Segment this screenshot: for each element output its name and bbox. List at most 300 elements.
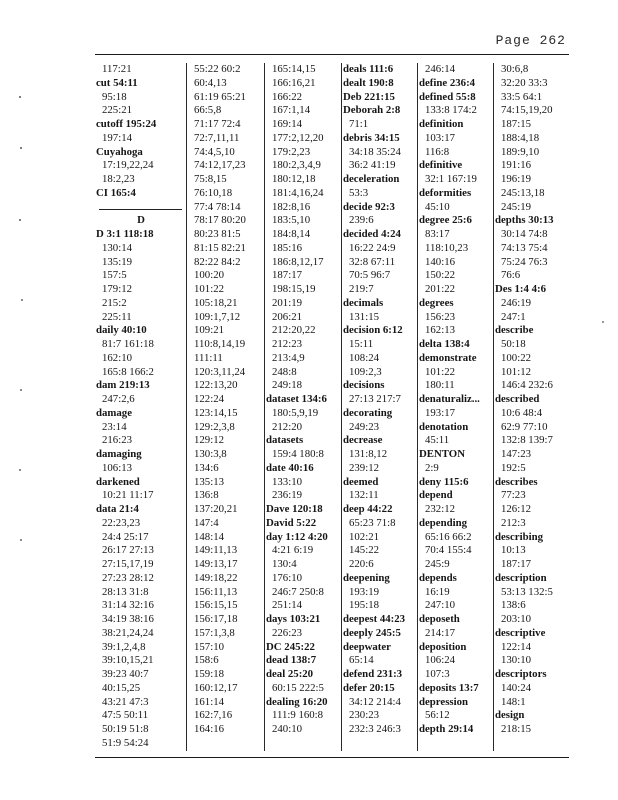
index-column-1 [95, 63, 186, 751]
page-line-refs: 75:24 76:3 [501, 255, 548, 268]
index-term: cut 54:11 [96, 76, 138, 89]
page-line-refs: 232:12 [425, 503, 455, 515]
index-term: delta 138:4 [419, 338, 470, 350]
page-line-refs: 28:13 31:8 [102, 585, 149, 598]
page-line-refs: 225:21 [102, 104, 132, 117]
page-line-refs: 239:12 [349, 461, 379, 474]
page-line-refs: 123:14,15 [194, 406, 238, 419]
page-line-refs: 248:8 [272, 365, 297, 378]
page-line-refs: 167:1,14 [272, 104, 311, 117]
page-line-refs: 34:12 214:4 [349, 695, 401, 708]
page-line-refs: 215:2 [102, 296, 127, 309]
page-line-refs: 213:4,9 [272, 351, 305, 364]
page-line-refs: 195:18 [349, 599, 379, 612]
page-line-refs: 30:6,8 [501, 63, 529, 75]
page-line-refs: 130:14 [102, 241, 132, 254]
index-column-4 [341, 63, 417, 751]
page-line-refs: 126:12 [501, 503, 531, 515]
page-line-refs: 24:4 25:17 [102, 530, 149, 543]
page-line-refs: 251:14 [272, 599, 302, 612]
page-line-refs: 30:14 74:8 [501, 228, 548, 240]
page-line-refs: 43:21 47:3 [102, 695, 149, 708]
index-term: depression [419, 695, 468, 708]
scan-speck [19, 96, 21, 98]
page-line-refs: 65:14 [349, 654, 374, 667]
page-line-refs: 247:1 [501, 310, 526, 323]
page-line-refs: 65:23 71:8 [349, 516, 396, 529]
index-term: descriptive [495, 626, 546, 639]
page-line-refs: 95:18 [102, 90, 127, 103]
page-line-refs: 117:21 [102, 63, 132, 75]
page-line-refs: 246:7 250:8 [272, 585, 324, 598]
page-line-refs: 120:3,11,24 [194, 365, 246, 378]
page-line-refs: 165:14,15 [272, 63, 316, 75]
index-term: deepening [343, 571, 390, 584]
index-term: Des 1:4 4:6 [495, 283, 546, 295]
page-line-refs: 247:2,6 [102, 393, 135, 405]
page-line-refs: 147:23 [501, 448, 531, 460]
page-line-refs: 134:6 [194, 461, 219, 474]
page-line-refs: 50:18 [501, 338, 526, 350]
page-line-refs: 34:19 38:16 [102, 613, 154, 625]
page-line-refs: 179:12 [102, 283, 132, 295]
page-line-refs: 132:8 139:7 [501, 434, 553, 447]
page-line-refs: 74:15,19,20 [501, 104, 553, 117]
index-column-6 [493, 63, 569, 751]
index-term: denotation [419, 420, 469, 433]
index-term: DENTON [419, 448, 465, 460]
page-line-refs: 161:14 [194, 695, 224, 708]
page-line-refs: 60:15 222:5 [272, 681, 324, 694]
page-line-refs: 101:12 [501, 365, 531, 378]
index-term: Cuyahoga [96, 145, 143, 158]
page-line-refs: 203:10 [501, 613, 531, 625]
page-line-refs: 198:15,19 [272, 283, 316, 295]
page-line-refs: 101:22 [194, 283, 224, 295]
index-term: decimals [343, 296, 384, 309]
page-line-refs: 27:23 28:12 [102, 571, 154, 584]
page-line-refs: 180:12,18 [272, 173, 316, 185]
index-term: design [495, 709, 525, 722]
page-line-refs: 136:8 [194, 489, 219, 502]
scan-speck [602, 321, 604, 323]
index-term: data 21:4 [96, 503, 139, 515]
index-term: damage [96, 406, 132, 419]
page-line-refs: 162:13 [425, 324, 455, 337]
page-line-refs: 230:23 [349, 709, 379, 722]
page-line-refs: 180:11 [425, 379, 455, 392]
page-line-refs: 245:9 [425, 558, 450, 570]
page-line-refs: 165:8 166:2 [102, 365, 154, 378]
page-line-refs: 31:14 32:16 [102, 599, 154, 612]
index-term: decided 4:24 [343, 228, 401, 240]
page-line-refs: 102:21 [349, 530, 379, 543]
index-term: depends [419, 571, 457, 584]
page-line-refs: 122:14 [501, 640, 531, 653]
page-line-refs: 246:14 [425, 63, 455, 75]
page-line-refs: 188:4,18 [501, 131, 540, 144]
page-line-refs: 184:8,14 [272, 228, 311, 240]
page-line-refs: 71:17 72:4 [194, 118, 241, 130]
page-line-refs: 51:9 54:24 [102, 736, 149, 749]
page-line-refs: 45:10 [425, 200, 450, 213]
index-term: depth 29:14 [419, 723, 474, 735]
index-term: demonstrate [419, 351, 477, 364]
page-line-refs: 166:16,21 [272, 76, 316, 89]
index-term: defined 55:8 [419, 90, 476, 103]
page-line-refs: 158:6 [194, 654, 219, 667]
page-line-refs: 147:4 [194, 516, 219, 529]
page-line-refs: 196:19 [501, 173, 531, 185]
page-line-refs: 107:3 [425, 668, 450, 680]
page-line-refs: 83:17 [425, 228, 450, 240]
page-line-refs: 4:21 6:19 [272, 544, 314, 557]
index-term: definition [419, 118, 464, 130]
page-line-refs: 159:18 [194, 668, 224, 680]
page-line-refs: 247:10 [425, 599, 455, 612]
page-line-refs: 130:4 [272, 558, 297, 570]
scan-speck [20, 147, 22, 149]
scan-speck [21, 299, 23, 301]
page-line-refs: 10:13 [501, 544, 526, 557]
index-term: deposeth [419, 613, 460, 625]
page-line-refs: 100:20 [194, 269, 224, 282]
page-line-refs: 36:2 41:19 [349, 159, 396, 172]
index-term: descriptors [495, 668, 547, 680]
page-line-refs: 129:12 [194, 434, 224, 447]
page-line-refs: 236:19 [272, 489, 302, 502]
page-line-refs: 193:17 [425, 406, 455, 419]
page-line-refs: 75:8,15 [194, 173, 227, 185]
index-term: degrees [419, 296, 454, 309]
index-term: damaging [96, 448, 142, 460]
index-term: deal 25:20 [266, 668, 314, 680]
page-line-refs: 157:10 [194, 640, 224, 653]
page-line-refs: 162:7,16 [194, 709, 233, 722]
page-line-refs: 40:15,25 [102, 681, 141, 694]
page-line-refs: 74:12,17,23 [194, 159, 246, 172]
scan-speck [19, 219, 21, 221]
page-line-refs: 71:1 [349, 118, 369, 130]
page-line-refs: 185:16 [272, 241, 302, 254]
page-line-refs: 177:2,12,20 [272, 131, 324, 144]
page-line-refs: 197:14 [102, 131, 132, 144]
page-line-refs: 131:15 [349, 310, 379, 323]
page-line-refs: 47:5 50:11 [102, 709, 149, 722]
page-line-refs: 16:19 [425, 585, 450, 598]
page-line-refs: 81:7 161:18 [102, 338, 154, 350]
index-term: deceleration [343, 173, 400, 185]
page-line-refs: 249:23 [349, 420, 379, 433]
page-line-refs: 100:22 [501, 351, 531, 364]
page-line-refs: 160:12,17 [194, 681, 238, 694]
index-term: decisions [343, 379, 385, 392]
index-term: defend 231:3 [343, 668, 403, 680]
page-line-refs: 180:2,3,4,9 [272, 159, 321, 172]
page-line-refs: 132:11 [349, 489, 379, 502]
index-term: degree 25:6 [419, 214, 472, 227]
section-letter: D [137, 214, 145, 227]
index-term: describes [495, 475, 538, 488]
index-term: D 3:1 118:18 [96, 228, 154, 240]
page-line-refs: 187:17 [272, 269, 302, 282]
page-line-refs: 201:22 [425, 283, 455, 295]
page-line-refs: 16:22 24:9 [349, 241, 396, 254]
page-line-refs: 39:23 40:7 [102, 668, 149, 680]
page-line-refs: 164:16 [194, 723, 224, 735]
page-line-refs: 131:8,12 [349, 448, 388, 460]
page-line-refs: 157:1,3,8 [194, 626, 235, 639]
index-term: Deb 221:15 [343, 90, 395, 103]
index-term: depend [419, 489, 453, 502]
page-line-refs: 66:5,8 [194, 104, 222, 117]
page-line-refs: 111:9 160:8 [272, 709, 324, 722]
page-line-refs: 77:4 78:14 [194, 200, 241, 213]
page-line-refs: 72:7,11,11 [194, 131, 240, 144]
page-line-refs: 55:22 60:2 [194, 63, 241, 75]
page-line-refs: 176:10 [272, 571, 302, 584]
page-line-refs: 137:20,21 [194, 503, 238, 515]
index-term: defer 20:15 [343, 681, 395, 694]
page-line-refs: 162:10 [102, 351, 132, 364]
page-line-refs: 116:8 [425, 145, 450, 158]
page-line-refs: 216:23 [102, 434, 132, 447]
page-line-refs: 18:2,23 [102, 173, 135, 185]
page-line-refs: 149:13,17 [194, 558, 238, 570]
page-line-refs: 192:5 [501, 461, 526, 474]
page-line-refs: 34:18 35:24 [349, 145, 401, 158]
page-number-label: Page 262 [495, 33, 566, 48]
word-index-table [95, 54, 569, 758]
index-term: deny 115:6 [419, 475, 469, 488]
page-line-refs: 191:16 [501, 159, 531, 172]
page-line-refs: 53:13 132:5 [501, 585, 553, 598]
page-line-refs: 245:19 [501, 200, 531, 213]
page-line-refs: 110:8,14,19 [194, 338, 246, 350]
index-term: cutoff 195:24 [96, 118, 157, 130]
index-term: deals 111:6 [343, 63, 394, 75]
index-column-2 [186, 63, 264, 751]
page-line-refs: 246:19 [501, 296, 531, 309]
page-line-refs: 214:17 [425, 626, 455, 639]
index-term: described [495, 393, 540, 405]
index-term: definitive [419, 159, 463, 172]
page-line-refs: 156:23 [425, 310, 455, 323]
page-line-refs: 118:10,23 [425, 241, 469, 254]
index-term: describe [495, 324, 534, 337]
page-line-refs: 189:9,10 [501, 145, 540, 158]
index-term: deformities [419, 186, 472, 199]
page-line-refs: 148:1 [501, 695, 526, 708]
page-line-refs: 138:6 [501, 599, 526, 612]
page-line-refs: 146:4 232:6 [501, 379, 553, 392]
index-term: day 1:12 4:20 [266, 530, 328, 543]
index-term: define 236:4 [419, 76, 476, 89]
page-line-refs: 130:10 [501, 654, 531, 667]
page-line-refs: 150:22 [425, 269, 455, 282]
page-line-refs: 80:23 81:5 [194, 228, 241, 240]
page-line-refs: 122:13,20 [194, 379, 238, 392]
index-term: decide 92:3 [343, 200, 395, 213]
index-term: decorating [343, 406, 393, 419]
page-line-refs: 226:23 [272, 626, 302, 639]
index-term: datasets [266, 434, 304, 447]
index-term: depending [419, 516, 468, 529]
index-term: dead 138:7 [266, 654, 317, 667]
page-line-refs: 27:13 217:7 [349, 393, 401, 405]
page-line-refs: 249:18 [272, 379, 302, 392]
page-line-refs: 56:12 [425, 709, 450, 722]
page-line-refs: 32:20 33:3 [501, 76, 548, 89]
index-term: depths 30:13 [495, 214, 554, 227]
index-term: deep 44:22 [343, 503, 393, 515]
page-line-refs: 39:1,2,4,8 [102, 640, 146, 653]
index-term: dealt 190:8 [343, 76, 394, 89]
page-line-refs: 45:11 [425, 434, 450, 447]
page-line-refs: 149:18,22 [194, 571, 238, 584]
page-line-refs: 27:15,17,19 [102, 558, 154, 570]
page-line-refs: 140:24 [501, 681, 531, 694]
page-line-refs: 219:7 [349, 283, 374, 295]
page-line-refs: 105:18,21 [194, 296, 238, 309]
page-line-refs: 186:8,12,17 [272, 255, 324, 268]
page-line-refs: 109:1,7,12 [194, 310, 241, 323]
page-line-refs: 145:22 [349, 544, 379, 557]
page-line-refs: 2:9 [425, 461, 439, 474]
page-line-refs: 17:19,22,24 [102, 159, 154, 172]
page-line-refs: 106:24 [425, 654, 455, 667]
index-column-3 [264, 63, 341, 751]
page-line-refs: 182:8,16 [272, 200, 311, 213]
index-term: decision 6:12 [343, 324, 403, 337]
page-line-refs: 212:20 [272, 420, 302, 433]
index-term: Dave 120:18 [266, 503, 323, 515]
page-line-refs: 77:23 [501, 489, 526, 502]
page-line-refs: 101:22 [425, 365, 455, 378]
page-line-refs: 232:3 246:3 [349, 723, 401, 735]
scan-speck [19, 469, 21, 471]
page-line-refs: 212:3 [501, 516, 526, 529]
page-line-refs: 62:9 77:10 [501, 420, 548, 433]
page-line-refs: 183:5,10 [272, 214, 311, 227]
section-divider [96, 201, 186, 215]
page-line-refs: 181:4,16,24 [272, 186, 324, 199]
page-line-refs: 111:11 [194, 351, 223, 364]
page-line-refs: 206:21 [272, 310, 302, 323]
page-line-refs: 32:1 167:19 [425, 173, 477, 185]
page-line-refs: 70:5 96:7 [349, 269, 391, 282]
page-line-refs: 156:17,18 [194, 613, 238, 625]
page-line-refs: 245:13,18 [501, 186, 545, 199]
page-line-refs: 65:16 66:2 [425, 530, 472, 543]
index-column-5 [417, 63, 493, 751]
page-line-refs: 38:21,24,24 [102, 626, 154, 639]
index-term: days 103:21 [266, 613, 321, 625]
index-term: deemed [343, 475, 379, 488]
page-line-refs: 10:6 48:4 [501, 406, 543, 419]
index-term: David 5:22 [266, 516, 317, 529]
page-line-refs: 32:8 67:11 [349, 255, 396, 268]
page-line-refs: 60:4,13 [194, 76, 227, 89]
index-term: deeply 245:5 [343, 626, 401, 639]
page-line-refs: 130:3,8 [194, 448, 227, 460]
page-line-refs: 22:23,23 [102, 516, 141, 529]
index-term: debris 34:15 [343, 131, 400, 144]
index-columns [95, 63, 569, 751]
index-term: DC 245:22 [266, 640, 315, 653]
index-term: describing [495, 530, 543, 543]
index-term: Deborah 2:8 [343, 104, 401, 117]
page-line-refs: 76:10,18 [194, 186, 233, 199]
page-line-refs: 78:17 80:20 [194, 214, 246, 227]
index-term: deposits 13:7 [419, 681, 479, 694]
page-line-refs: 201:19 [272, 296, 302, 309]
page-line-refs: 212:23 [272, 338, 302, 350]
index-term: dam 219:13 [96, 379, 150, 392]
page-line-refs: 33:5 64:1 [501, 90, 543, 103]
page-line-refs: 239:6 [349, 214, 374, 227]
page-line-refs: 135:13 [194, 475, 224, 488]
page-line-refs: 166:22 [272, 90, 302, 103]
page-line-refs: 159:4 180:8 [272, 448, 324, 460]
index-term: denaturaliz... [419, 393, 480, 405]
page-line-refs: 240:10 [272, 723, 302, 735]
page-line-refs: 39:10,15,21 [102, 654, 154, 667]
page-line-refs: 15:11 [349, 338, 374, 350]
index-term: date 40:16 [266, 461, 314, 474]
page-line-refs: 23:14 [102, 420, 127, 433]
index-term: dataset 134:6 [266, 393, 327, 405]
page-line-refs: 179:2,23 [272, 145, 311, 158]
page-line-refs: 61:19 65:21 [194, 90, 246, 103]
index-term: deepest 44:23 [343, 613, 406, 625]
page-line-refs: 220:6 [349, 558, 374, 570]
page-line-refs: 10:21 11:17 [102, 489, 154, 502]
page-line-refs: 140:16 [425, 255, 455, 268]
page-line-refs: 129:2,3,8 [194, 420, 235, 433]
page-line-refs: 187:15 [501, 118, 531, 130]
page-line-refs: 133:8 174:2 [425, 104, 477, 117]
page-line-refs: 70:4 155:4 [425, 544, 472, 557]
index-term: deposition [419, 640, 467, 653]
page-line-refs: 50:19 51:8 [102, 723, 149, 735]
page-line-refs: 180:5,9,19 [272, 406, 319, 419]
page-line-refs: 76:6 [501, 269, 521, 282]
page-line-refs: 225:11 [102, 310, 132, 323]
index-term: dealing 16:20 [266, 695, 328, 708]
index-term: description [495, 571, 547, 584]
page-line-refs: 74:4,5,10 [194, 145, 235, 158]
page-line-refs: 108:24 [349, 351, 379, 364]
page-line-refs: 26:17 27:13 [102, 544, 154, 557]
page-line-refs: 133:10 [272, 475, 302, 488]
page-line-refs: 156:15,15 [194, 599, 238, 612]
page-line-refs: 53:3 [349, 186, 369, 199]
page-line-refs: 103:17 [425, 131, 455, 144]
index-term: deepwater [343, 640, 391, 653]
page-line-refs: 82:22 84:2 [194, 255, 241, 268]
page-line-refs: 148:14 [194, 530, 224, 543]
page-line-refs: 109:2,3 [349, 365, 382, 378]
page-line-refs: 157:5 [102, 269, 127, 282]
scan-speck [20, 539, 22, 541]
page-line-refs: 106:13 [102, 461, 132, 474]
page-line-refs: 109:21 [194, 324, 224, 337]
page-line-refs: 212:20,22 [272, 324, 316, 337]
page-line-refs: 218:15 [501, 723, 531, 735]
scan-speck [20, 389, 22, 391]
page-line-refs: 122:24 [194, 393, 224, 405]
